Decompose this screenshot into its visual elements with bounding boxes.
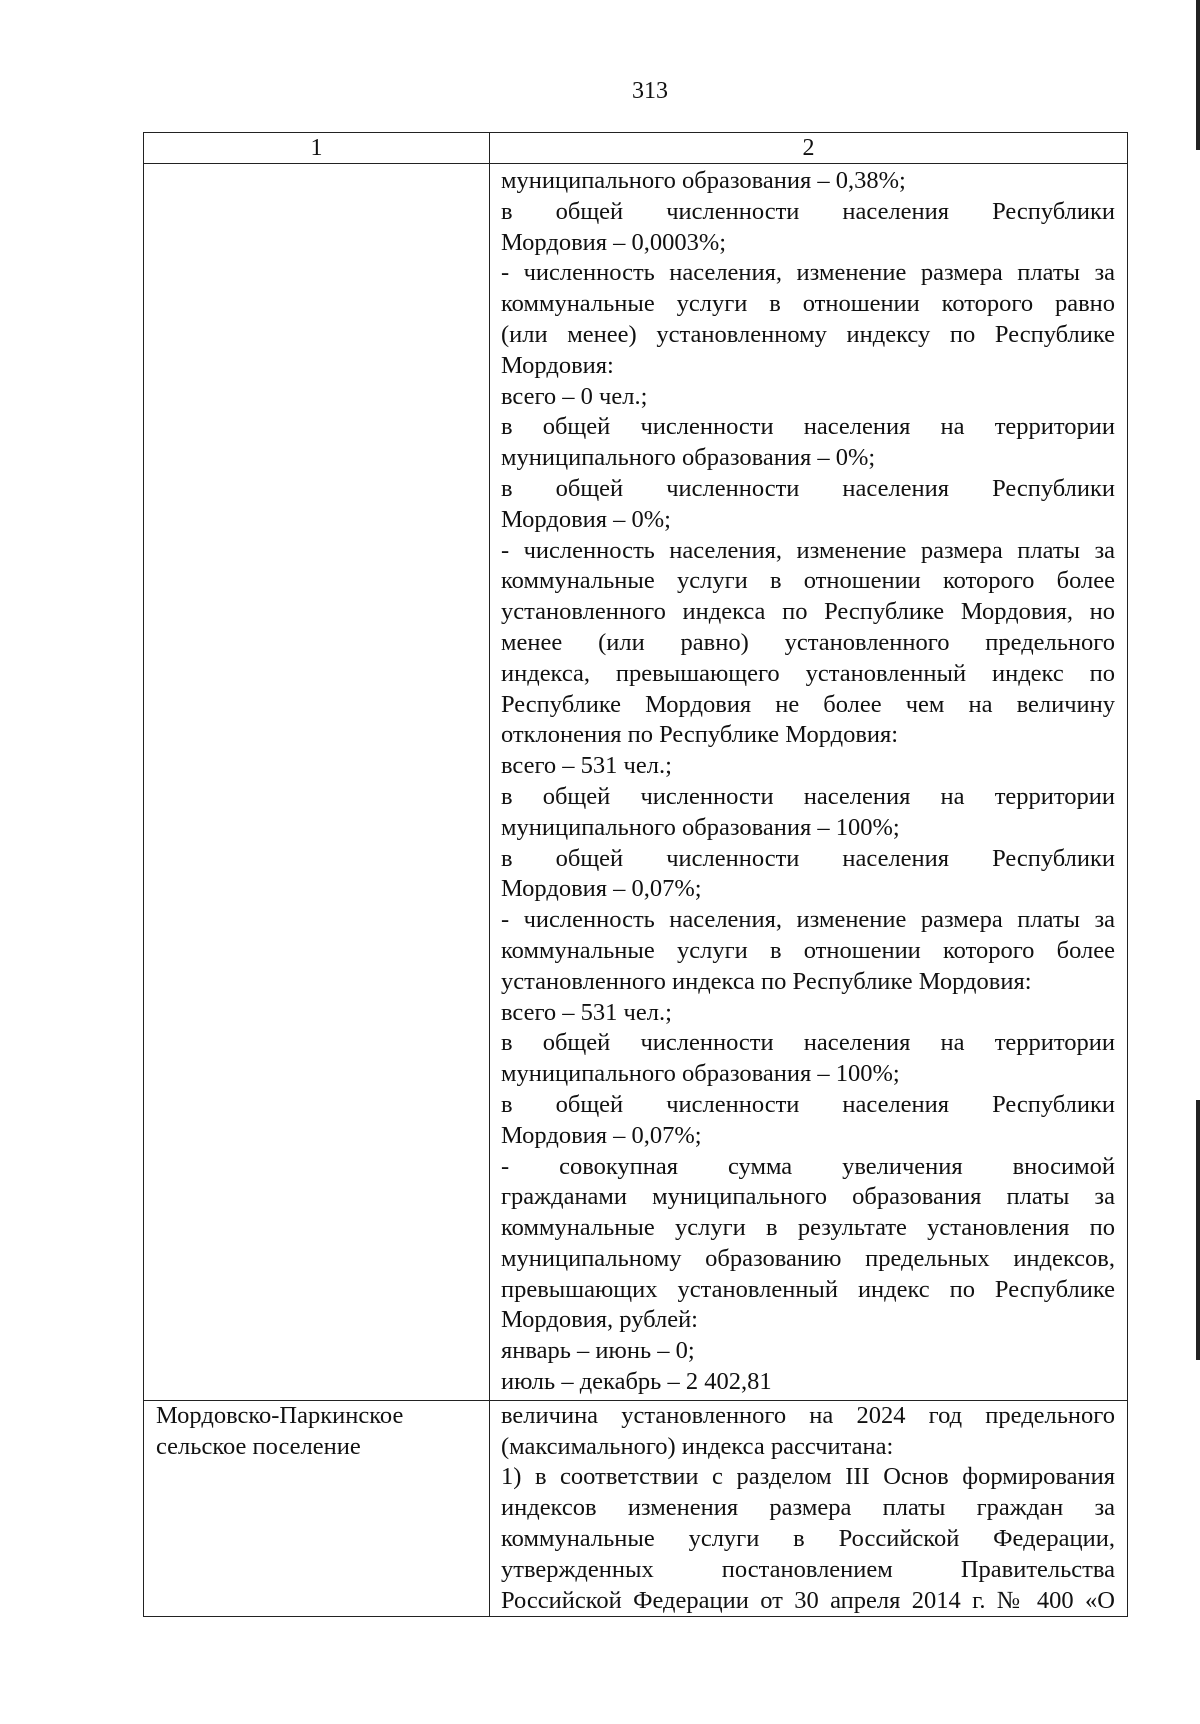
document-table bbox=[143, 132, 1128, 1617]
text-line: утвержденных постановлением Правительства bbox=[501, 1555, 1115, 1583]
scan-edge-mark bbox=[1196, 1100, 1200, 1360]
text-line: - численность населения, изменение размера платы за bbox=[501, 536, 1115, 564]
text-line: Мордовия – 0,0003%; bbox=[501, 228, 727, 256]
text-line: Российской Федерации от 30 апреля 2014 г. № 400 «О bbox=[501, 1586, 1115, 1614]
municipality-name-line: сельское поселение bbox=[156, 1432, 361, 1460]
text-line: коммунальные услуги в Российской Федерации, bbox=[501, 1525, 1115, 1553]
table-row bbox=[144, 164, 1128, 1401]
text-line: коммунальные услуги в отношении которого более bbox=[501, 567, 1115, 595]
row2-municipality-cell bbox=[144, 1400, 490, 1617]
row2-description-cell bbox=[490, 1400, 1128, 1617]
text-line: всего – 531 чел.; bbox=[501, 998, 672, 1026]
text-line: отклонения по Республике Мордовия: bbox=[501, 721, 899, 749]
text-line: Мордовия – 0,07%; bbox=[501, 875, 702, 903]
text-line: в общей численности населения Республики bbox=[501, 197, 1115, 225]
column-header-1: 1 bbox=[144, 133, 490, 164]
text-line: муниципальному образованию предельных индексов, bbox=[501, 1244, 1115, 1272]
text-line: гражданами муниципального образования платы за bbox=[501, 1183, 1115, 1211]
scan-edge-mark bbox=[1196, 0, 1200, 150]
text-line: установленного индекса по Республике Мордовия, но bbox=[501, 598, 1115, 626]
text-line: (или менее) установленному индексу по Республике bbox=[501, 320, 1115, 348]
row1-description-cell bbox=[490, 164, 1128, 1401]
column-header-2: 2 bbox=[490, 133, 1128, 164]
text-line: в общей численности населения Республики bbox=[501, 1090, 1115, 1118]
text-line: январь – июнь – 0; bbox=[501, 1337, 695, 1365]
text-line: установленного индекса по Республике Мордовия: bbox=[501, 967, 1032, 995]
text-line: коммунальные услуги в отношении которого равно bbox=[501, 290, 1115, 318]
text-line: Мордовия, рублей: bbox=[501, 1306, 698, 1334]
text-line: муниципального образования – 100%; bbox=[501, 1060, 900, 1088]
text-line: индексов изменения размера платы граждан за bbox=[501, 1494, 1115, 1522]
text-line: менее (или равно) установленного предельного bbox=[501, 628, 1115, 656]
text-line: муниципального образования – 0,38%; bbox=[501, 167, 906, 194]
text-line: в общей численности населения Республики bbox=[501, 474, 1115, 502]
row1-municipality-cell bbox=[144, 164, 490, 1401]
text-line: в общей численности населения на территории bbox=[501, 1029, 1115, 1057]
text-line: Мордовия – 0%; bbox=[501, 505, 671, 533]
text-line: муниципального образования – 0%; bbox=[501, 444, 876, 472]
text-line: в общей численности населения на территории bbox=[501, 782, 1115, 810]
text-line: в общей численности населения на территории bbox=[501, 413, 1115, 441]
text-line: (максимального) индекса рассчитана: bbox=[501, 1432, 894, 1460]
text-line: коммунальные услуги в результате установления по bbox=[501, 1214, 1115, 1242]
text-line: всего – 531 чел.; bbox=[501, 752, 672, 780]
table-row bbox=[144, 1400, 1128, 1617]
text-line: Мордовия – 0,07%; bbox=[501, 1121, 702, 1149]
municipality-name-line: Мордовско-Паркинское bbox=[156, 1401, 404, 1429]
text-line: - численность населения, изменение размера платы за bbox=[501, 259, 1115, 287]
text-line: в общей численности населения Республики bbox=[501, 844, 1115, 872]
text-line: коммунальные услуги в отношении которого более bbox=[501, 936, 1115, 964]
text-line: - совокупная сумма увеличения вносимой bbox=[501, 1152, 1115, 1180]
text-line: муниципального образования – 100%; bbox=[501, 813, 900, 841]
text-line: Мордовия: bbox=[501, 351, 614, 379]
text-line: превышающих установленный индекс по Республике bbox=[501, 1275, 1115, 1303]
table-header-row bbox=[144, 133, 1128, 164]
text-line: индекса, превышающего установленный индекс по bbox=[501, 659, 1115, 687]
text-line: Республике Мордовия не более чем на величину bbox=[501, 690, 1115, 718]
text-line: величина установленного на 2024 год предельного bbox=[501, 1401, 1115, 1429]
text-line: - численность населения, изменение размера платы за bbox=[501, 906, 1115, 934]
page-number: 313 bbox=[632, 78, 668, 104]
text-line: всего – 0 чел.; bbox=[501, 382, 648, 410]
text-line: 1) в соответствии с разделом III Основ формирования bbox=[501, 1463, 1115, 1491]
text-line: июль – декабрь – 2 402,81 bbox=[501, 1368, 772, 1396]
